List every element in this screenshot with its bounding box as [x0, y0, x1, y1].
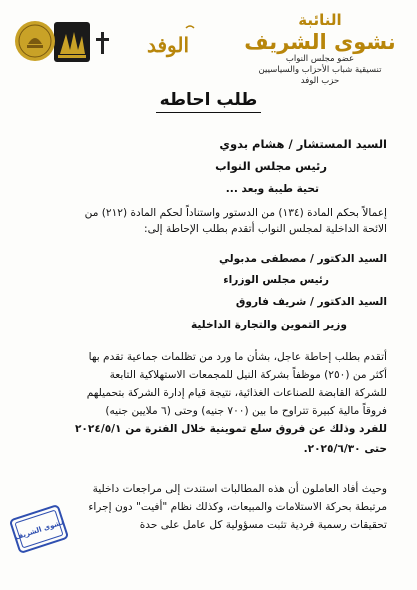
- member-coordination: تنسيقية شباب الأحزاب والسياسيين: [258, 65, 382, 76]
- body-line-1: أتقدم بطلب إحاطة عاجل، بشأن ما ورد من تظلمات جماعية تقدم بها: [88, 351, 387, 363]
- body-line-4: فروقاً مالية كبيرة تتراوح ما بين (٧٠٠ جنيه) وحتى (٦ ملايين جنيه): [105, 405, 387, 417]
- wafd-logo-text: الوفد: [146, 33, 190, 57]
- body-line-6: حتى ٢٠٢٥/٦/٣٠.: [303, 443, 387, 455]
- body-line-2: أكثر من (٢٥٠) موظفاً بشركة النيل للمجمعات الاستهلاكية التابعة: [109, 369, 387, 381]
- letterhead-member: [235, 12, 405, 87]
- stamp-text: نشوى الشريف: [14, 518, 65, 542]
- addressee-name: السيد المستشار / هشام بدوي: [219, 137, 387, 151]
- recipient-1-name: السيد الدكتور / مصطفى مدبولي: [218, 253, 387, 265]
- paragraph-2-line-2: مرتبطة بحركة الاستلامات والمبيعات، وكذلك نظام "أفيت" دون إجراء: [88, 501, 387, 513]
- letterhead-logos: [12, 16, 202, 64]
- parliament-seal-icon: [14, 20, 56, 62]
- document-title-text: طلب احاطه: [156, 90, 262, 113]
- member-title: النائبة: [298, 11, 342, 29]
- document-title: [0, 90, 417, 110]
- addressee-role: رئيس مجلس النواب: [215, 159, 327, 173]
- member-party: حزب الوفد: [300, 75, 340, 86]
- recipient-1-role: رئيس مجلس الوزراء: [223, 274, 329, 286]
- body-line-3: للشركة القابضة للصناعات الغذائية، نتيجة قيام إدارة الشركة بتحميلهم: [86, 387, 387, 399]
- wafd-party-logo: [124, 22, 202, 64]
- body-line-5: للفرد وذلك عن فروق سلع تموينية خلال الفترة من ٢٠٢٤/٥/١: [74, 423, 387, 435]
- recipient-2-name: السيد الدكتور / شريف فاروق: [235, 296, 387, 308]
- intro-line-2: الائحة الداخلية لمجلس النواب أتقدم بطلب الإحاطة إلى:: [144, 223, 387, 235]
- paragraph-2-line-1: وحيث أفاد العاملون أن هذه المطالبات استندت إلى مراجعات داخلية: [92, 483, 387, 495]
- tansiqiya-logo-icon: [52, 20, 92, 64]
- member-name: نشوى الشريف: [244, 30, 396, 55]
- paragraph-2-line-3: تحقيقات رسمية فردية تثبت مسؤولية كل عامل على حدة: [139, 519, 387, 531]
- intro-line-1: إعمالاً بحكم المادة (١٣٤) من الدستور واستناداً لحكم المادة (٢١٢) من: [84, 207, 387, 219]
- recipient-2-role: وزير التموين والتجارة الداخلية: [190, 319, 347, 331]
- greeting: تحية طيبة وبعد ...: [225, 183, 319, 195]
- member-role: عضو مجلس النواب: [285, 54, 355, 65]
- blue-stamp: [8, 498, 70, 560]
